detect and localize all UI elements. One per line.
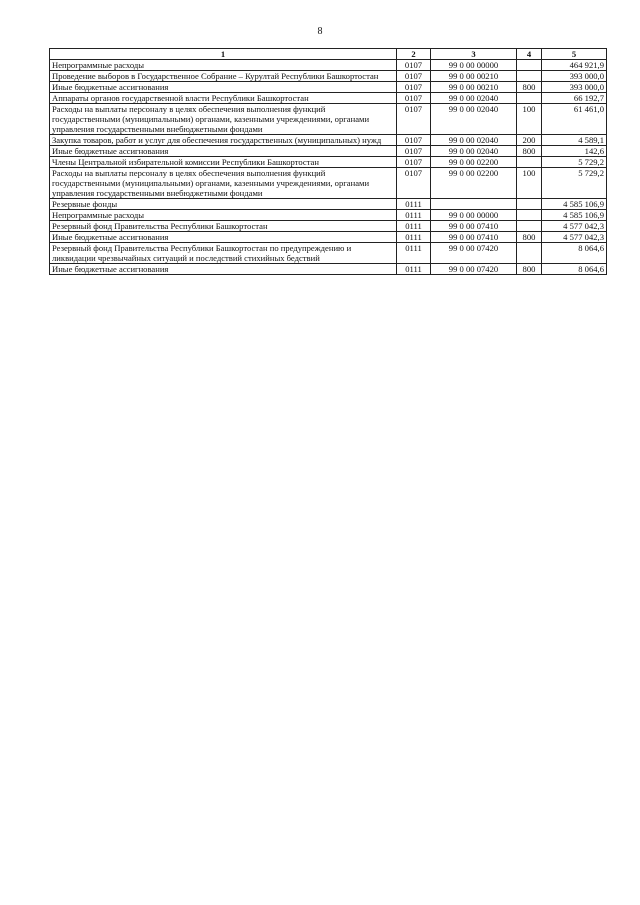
row-target-code: 99 0 00 02040 (431, 146, 517, 157)
row-expense-kind: 800 (517, 82, 542, 93)
column-header-section: 2 (397, 49, 431, 60)
row-section-code: 0107 (397, 104, 431, 135)
row-section-code: 0107 (397, 82, 431, 93)
row-amount: 4 585 106,9 (542, 199, 607, 210)
row-expense-kind: 200 (517, 135, 542, 146)
row-name: Аппараты органов государственной власти Республики Башкортостан (50, 93, 397, 104)
table-row (50, 243, 607, 264)
budget-table (49, 48, 607, 275)
column-header-kind: 4 (517, 49, 542, 60)
row-section-code: 0111 (397, 210, 431, 221)
row-target-code: 99 0 00 07420 (431, 264, 517, 275)
row-amount: 4 589,1 (542, 135, 607, 146)
row-expense-kind (517, 199, 542, 210)
row-expense-kind: 100 (517, 168, 542, 199)
row-expense-kind: 800 (517, 232, 542, 243)
row-name: Непрограммные расходы (50, 60, 397, 71)
row-amount: 393 000,0 (542, 71, 607, 82)
table-row (50, 157, 607, 168)
table-row (50, 135, 607, 146)
row-section-code: 0107 (397, 168, 431, 199)
row-amount: 4 585 106,9 (542, 210, 607, 221)
table-row (50, 264, 607, 275)
row-expense-kind (517, 157, 542, 168)
row-section-code: 0107 (397, 93, 431, 104)
row-expense-kind (517, 60, 542, 71)
row-target-code: 99 0 00 02040 (431, 93, 517, 104)
row-target-code: 99 0 00 02200 (431, 157, 517, 168)
row-target-code: 99 0 00 07410 (431, 232, 517, 243)
row-section-code: 0111 (397, 243, 431, 264)
row-name: Иные бюджетные ассигнования (50, 146, 397, 157)
row-target-code: 99 0 00 00000 (431, 60, 517, 71)
row-section-code: 0107 (397, 157, 431, 168)
page-number: 8 (317, 26, 323, 37)
row-target-code: 99 0 00 02200 (431, 168, 517, 199)
row-name: Закупка товаров, работ и услуг для обеспечения государственных (муниципальных) нужд (50, 135, 397, 146)
table-row (50, 93, 607, 104)
row-amount: 5 729,2 (542, 168, 607, 199)
row-section-code: 0107 (397, 135, 431, 146)
row-name: Члены Центральной избирательной комиссии Республики Башкортостан (50, 157, 397, 168)
row-amount: 66 192,7 (542, 93, 607, 104)
row-name: Иные бюджетные ассигнования (50, 82, 397, 93)
row-name: Иные бюджетные ассигнования (50, 232, 397, 243)
row-target-code: 99 0 00 07410 (431, 221, 517, 232)
row-expense-kind: 800 (517, 264, 542, 275)
row-amount: 4 577 042,3 (542, 221, 607, 232)
row-name: Резервный фонд Правительства Республики Башкортостан (50, 221, 397, 232)
row-expense-kind (517, 71, 542, 82)
row-section-code: 0107 (397, 71, 431, 82)
row-expense-kind: 800 (517, 146, 542, 157)
row-name: Расходы на выплаты персоналу в целях обеспечения выполнения функций государственными (муниципальными) органами, казенными учреждениями, органами управления государственными внебюджетными фондами (50, 104, 397, 135)
row-target-code (431, 199, 517, 210)
row-target-code: 99 0 00 02040 (431, 104, 517, 135)
row-section-code: 0111 (397, 264, 431, 275)
row-name: Резервные фонды (50, 199, 397, 210)
table-row (50, 146, 607, 157)
column-header-name: 1 (50, 49, 397, 60)
row-target-code: 99 0 00 00000 (431, 210, 517, 221)
table-row (50, 232, 607, 243)
table-row (50, 104, 607, 135)
row-section-code: 0111 (397, 199, 431, 210)
row-expense-kind: 100 (517, 104, 542, 135)
row-amount: 393 000,0 (542, 82, 607, 93)
row-section-code: 0107 (397, 146, 431, 157)
table-header-row (50, 49, 607, 60)
row-name: Проведение выборов в Государственное Собрание – Курултай Республики Башкортостан (50, 71, 397, 82)
table-row (50, 71, 607, 82)
row-amount: 4 577 042,3 (542, 232, 607, 243)
row-amount: 142,6 (542, 146, 607, 157)
row-expense-kind (517, 243, 542, 264)
table-row (50, 210, 607, 221)
row-amount: 61 461,0 (542, 104, 607, 135)
row-amount: 5 729,2 (542, 157, 607, 168)
column-header-target: 3 (431, 49, 517, 60)
row-expense-kind (517, 221, 542, 232)
table-row (50, 168, 607, 199)
row-name: Иные бюджетные ассигнования (50, 264, 397, 275)
row-amount: 8 064,6 (542, 243, 607, 264)
row-expense-kind (517, 93, 542, 104)
row-target-code: 99 0 00 02040 (431, 135, 517, 146)
row-name: Резервный фонд Правительства Республики Башкортостан по предупреждению и ликвидации чрезвычайных ситуаций и последствий стихийных бедствий (50, 243, 397, 264)
row-section-code: 0111 (397, 221, 431, 232)
table-body (50, 60, 607, 275)
row-target-code: 99 0 00 00210 (431, 71, 517, 82)
row-name: Непрограммные расходы (50, 210, 397, 221)
table-row (50, 60, 607, 71)
table-row (50, 82, 607, 93)
table-row (50, 199, 607, 210)
row-amount: 464 921,9 (542, 60, 607, 71)
row-expense-kind (517, 210, 542, 221)
row-amount: 8 064,6 (542, 264, 607, 275)
row-target-code: 99 0 00 00210 (431, 82, 517, 93)
row-name: Расходы на выплаты персоналу в целях обеспечения выполнения функций государственными (муниципальными) органами, казенными учреждениями, органами управления государственными внебюджетными фондами (50, 168, 397, 199)
row-section-code: 0111 (397, 232, 431, 243)
row-target-code: 99 0 00 07420 (431, 243, 517, 264)
row-section-code: 0107 (397, 60, 431, 71)
column-header-amount: 5 (542, 49, 607, 60)
table-row (50, 221, 607, 232)
